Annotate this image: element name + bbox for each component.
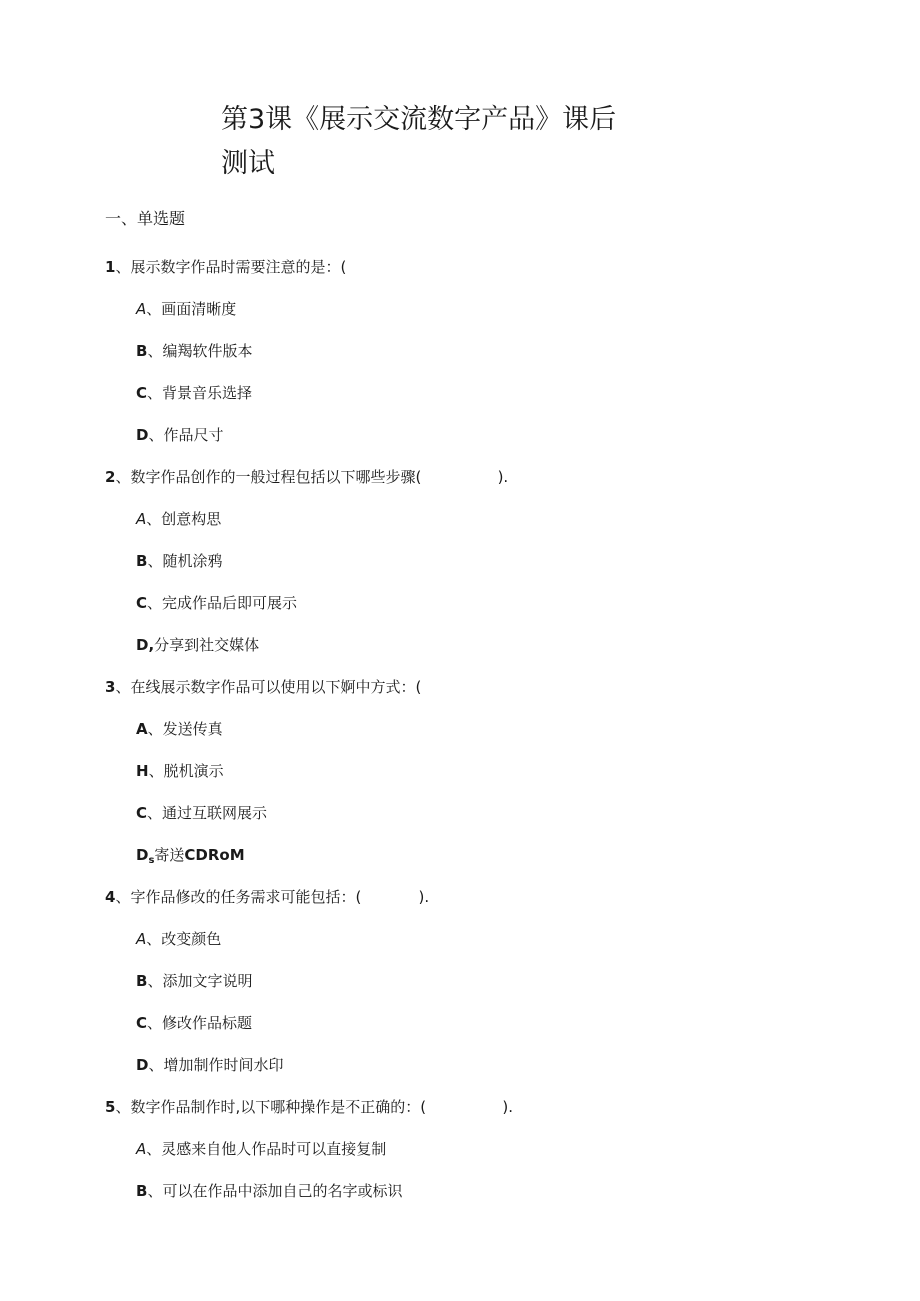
option-separator: 、 [148,1056,164,1074]
option-text: 分享到社交媒体 [154,636,260,654]
option-text: 改变颜色 [161,930,222,948]
option-letter: H [136,762,149,780]
option-separator: 、 [146,510,162,528]
option-separator: 、 [147,342,163,360]
option-text: 创意构思 [161,510,222,528]
option-letter: B [136,1182,148,1200]
question-2 [105,466,508,488]
option-3c [136,802,267,824]
option-text: 随机涂鸦 [162,552,223,570]
question-number: 2 [105,468,116,486]
option-letter: C [136,1014,148,1032]
option-text: 画面清晰度 [161,300,237,318]
question-number: 4 [105,888,116,906]
option-3d [136,844,245,872]
option-text: 灵感来自他人作品时可以直接复制 [161,1140,387,1158]
option-5a [136,1138,386,1160]
question-4 [105,886,429,908]
option-text: 添加文字说明 [162,972,253,990]
option-letter: C [136,804,148,822]
option-text: 脱机演示 [163,762,224,780]
option-4c [136,1012,252,1034]
option-text: 增加制作时间水印 [163,1056,284,1074]
document-title [221,98,621,186]
option-text: 修改作品标题 [162,1014,253,1032]
option-letter: C [136,594,148,612]
option-4a [136,928,221,950]
question-number: 1 [105,258,116,276]
option-5b [136,1180,402,1202]
option-letter: D [136,426,149,444]
option-suffix: CDRoM [184,846,245,864]
option-4b [136,970,252,992]
option-letter: D [136,636,149,654]
option-separator: 、 [147,1014,163,1032]
question-text: 、数字作品创作的一般过程包括以下哪些步骤( ). [115,468,509,486]
title-line-2: 测试 [221,148,275,179]
option-separator: 、 [146,300,162,318]
section-heading: 一、单选题 [105,209,186,228]
option-3a [136,718,223,740]
option-separator: 、 [147,384,163,402]
option-2d [136,634,259,656]
option-letter: A [136,510,147,528]
option-text: 通过互联网展示 [162,804,268,822]
option-separator: s [148,855,155,866]
option-text: 作品尺寸 [163,426,224,444]
option-letter: A [136,930,147,948]
option-letter: A [136,720,148,738]
option-1a [136,298,236,320]
option-separator: 、 [147,1182,163,1200]
question-1 [105,256,346,278]
option-separator: 、 [146,930,162,948]
option-separator: 、 [147,594,163,612]
option-1d [136,424,223,446]
question-text: 、在线展示数字作品可以使用以下婀中方式：( [115,678,422,696]
option-letter: B [136,552,148,570]
option-separator: , [148,636,155,654]
option-text: 发送传真 [162,720,223,738]
option-letter: D [136,1056,149,1074]
option-letter: D [136,846,149,864]
option-text: 可以在作品中添加自己的名字或标识 [162,1182,403,1200]
option-separator: 、 [147,720,163,738]
option-text: 背景音乐选择 [162,384,253,402]
option-separator: 、 [148,426,164,444]
title-line-1: 第3课《展示交流数字产品》课后 [221,104,617,135]
option-1b [136,340,252,362]
option-separator: 、 [148,762,164,780]
question-5 [105,1096,513,1118]
question-3 [105,676,421,698]
option-letter: B [136,972,148,990]
option-1c [136,382,252,404]
option-separator: 、 [147,552,163,570]
option-text: 寄送 [154,846,185,864]
option-2a [136,508,221,530]
question-text: 、展示数字作品时需要注意的是：( [115,258,347,276]
question-number: 3 [105,678,116,696]
option-letter: C [136,384,148,402]
option-separator: 、 [147,804,163,822]
option-text: 完成作品后即可展示 [162,594,298,612]
option-3b [136,760,224,782]
option-2c [136,592,297,614]
option-letter: A [136,300,147,318]
question-text: 、数字作品制作时,以下哪种操作是不正确的：( ). [115,1098,513,1116]
option-separator: 、 [147,972,163,990]
option-letter: A [136,1140,147,1158]
option-text: 编羯软件版本 [162,342,253,360]
option-separator: 、 [146,1140,162,1158]
option-2b [136,550,222,572]
question-number: 5 [105,1098,116,1116]
option-letter: B [136,342,148,360]
question-text: 、字作品修改的任务需求可能包括：( ). [115,888,430,906]
option-4d [136,1054,283,1076]
